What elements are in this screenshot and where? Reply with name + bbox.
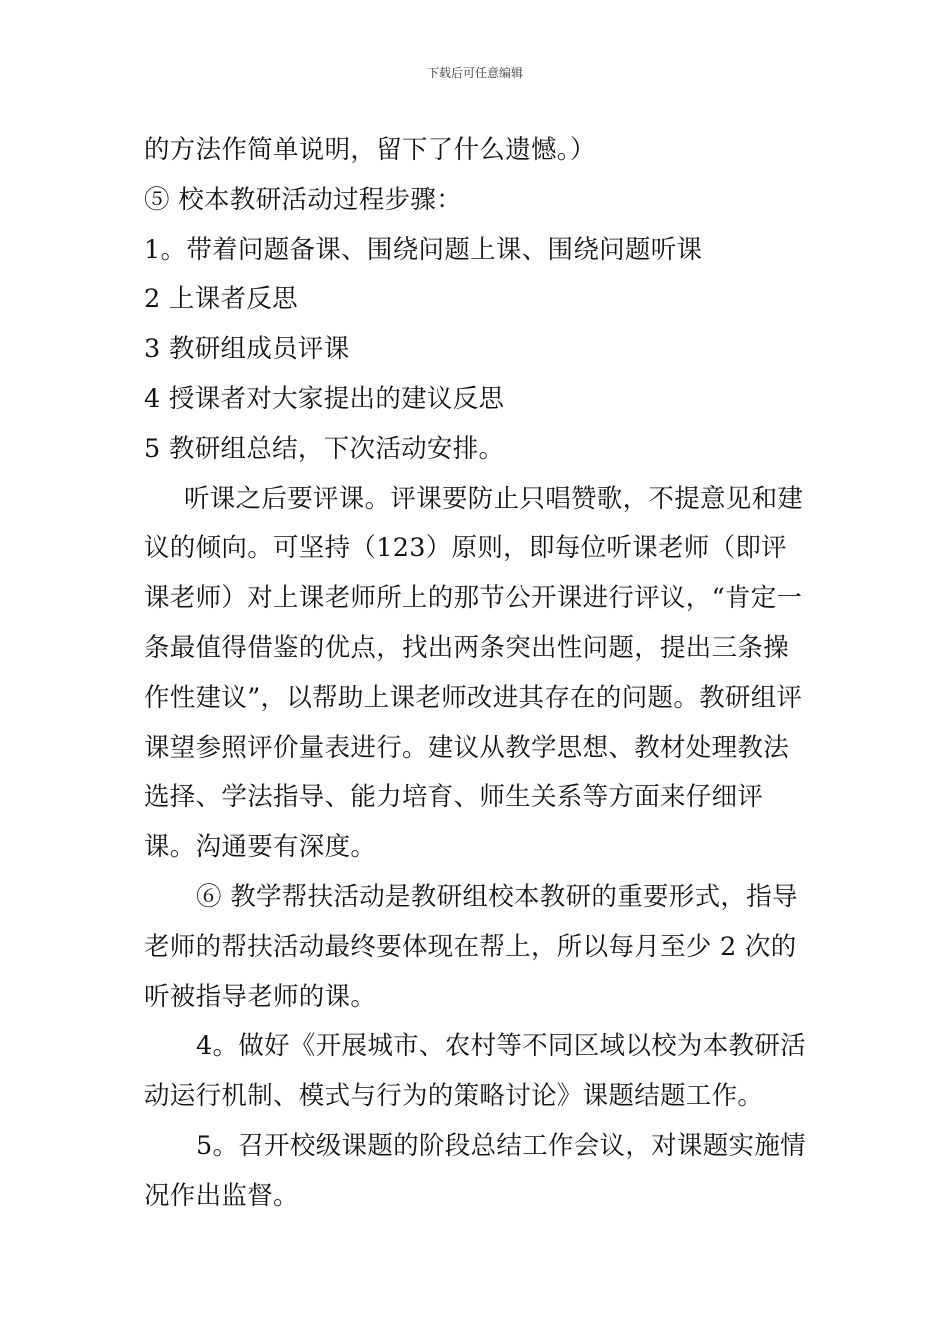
- document-body: [144, 126, 808, 1222]
- list-item-step-2: 2 上课者反思: [144, 284, 298, 315]
- paragraph-mentoring: ⑥ 教学帮扶活动是教研组校本教研的重要形式，指导老师的帮扶活动最终要体现在帮上，所以每月至少 2 次的听被指导老师的课。: [144, 881, 798, 1012]
- section-heading-steps: ⑤ 校本教研活动过程步骤：: [144, 184, 463, 215]
- page-header: 下载后可任意编辑: [426, 66, 523, 80]
- paragraph-continuation: 的方法作简单说明，留下了什么遗憾。）: [144, 135, 596, 165]
- list-item-step-3: 3 教研组成员评课: [144, 334, 350, 365]
- paragraph-meeting: 5。召开校级课题的阶段总结工作会议，对课题实施情况作出监督。: [144, 1130, 806, 1211]
- list-item-step-1: 1。带着问题备课、围绕问题上课、围绕问题听课: [144, 234, 703, 265]
- list-item-step-4: 4 授课者对大家提出的建议反思: [144, 383, 505, 414]
- paragraph-research-topic: 4。做好《开展城市、农村等不同区域以校为本教研活动运行机制、模式与行为的策略讨论》课题结题工作。: [144, 1031, 806, 1112]
- paragraph-evaluation: 听课之后要评课。评课要防止只唱赞歌，不提意见和建议的倾向。可坚持（123）原则，即每位听课老师（即评课老师）对上课老师所上的那节公开课进行评议，“肯定一条最值得借鉴的优点，找出两条突出性问题，提出三条操作性建议”，以帮助上课老师改进其存在的问题。教研组评课望参照评价量表进行。建议从教学思想、教材处理教法选择、学法指导、能力培育、师生关系等方面来仔细评课。沟通要有深度。: [144, 483, 804, 863]
- list-item-step-5: 5 教研组总结，下次活动安排。: [144, 433, 505, 464]
